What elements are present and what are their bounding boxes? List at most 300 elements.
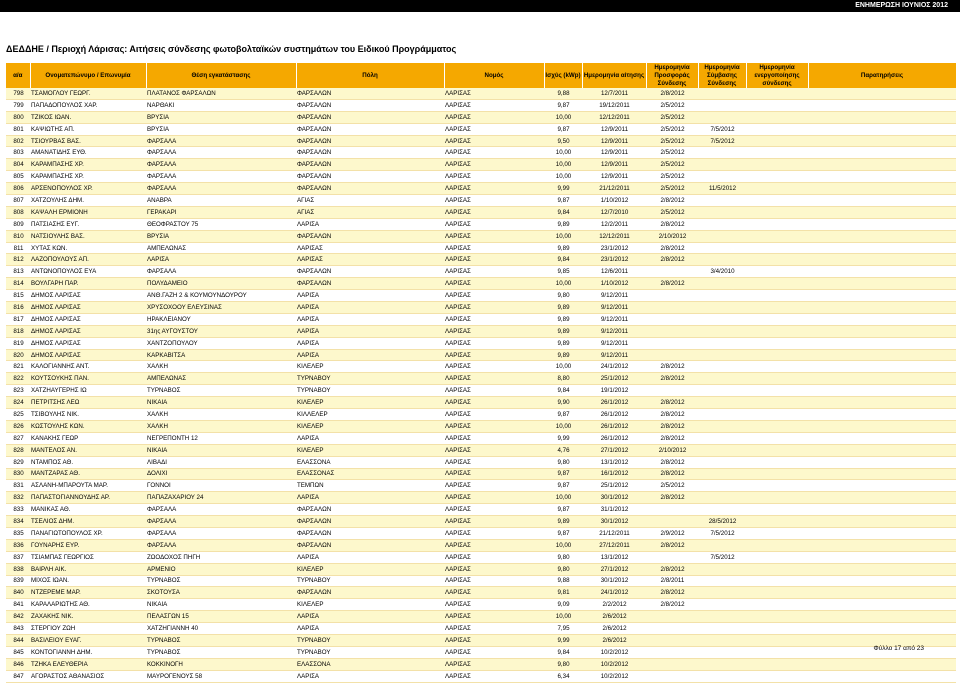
table-cell: ΛΑΡΙΣΑΣ: [444, 623, 544, 635]
table-cell: ΕΛΑΣΣΟΝΑ: [296, 658, 444, 670]
table-cell: [646, 313, 698, 325]
table-cell: 27/1/2012: [582, 563, 646, 575]
table-cell: [746, 123, 808, 135]
table-row: [6, 218, 956, 230]
table-row: [6, 99, 956, 111]
table-cell: [746, 420, 808, 432]
page-number: Φύλλο 17 από 23: [873, 645, 924, 652]
table-cell: [808, 183, 956, 195]
table-cell: [698, 420, 746, 432]
table-cell: [808, 159, 956, 171]
table-cell: [746, 206, 808, 218]
table-body: [6, 88, 956, 682]
table-cell: 2/8/2012: [646, 468, 698, 480]
table-cell: 2/6/2012: [582, 611, 646, 623]
table-cell: 802: [6, 135, 30, 147]
table-cell: 4,76: [544, 444, 582, 456]
table-cell: [646, 337, 698, 349]
table-cell: ΛΑΡΙΣΑΣ: [444, 658, 544, 670]
table-cell: 2/5/2012: [646, 99, 698, 111]
table-cell: ΒΑΙΡΛΗ ΑΙΚ.: [30, 563, 146, 575]
table-cell: ΗΡΑΚΛΕΙΑΝΟΥ: [146, 313, 296, 325]
table-cell: ΧΑΤΖΟΥΛΗΣ ΔΗΜ.: [30, 195, 146, 207]
table-cell: 10,00: [544, 111, 582, 123]
table-cell: [698, 456, 746, 468]
table-cell: ΕΛΑΣΣΟΝΑΣ: [296, 468, 444, 480]
table-cell: ΝΑΤΣΙΟΥΛΗΣ ΒΑΣ.: [30, 230, 146, 242]
column-header: α/α: [6, 63, 30, 88]
table-cell: ΛΑΡΙΣΑ: [296, 302, 444, 314]
table-cell: ΠΟΛΥΔΑΜΕΙΟ: [146, 278, 296, 290]
table-cell: [698, 599, 746, 611]
table-cell: [746, 290, 808, 302]
table-cell: 10,00: [544, 278, 582, 290]
table-cell: [746, 634, 808, 646]
table-cell: 30/1/2012: [582, 492, 646, 504]
table-cell: ΔΗΜΟΣ ΛΑΡΙΣΑΣ: [30, 313, 146, 325]
table-cell: 26/1/2012: [582, 397, 646, 409]
table-cell: ΛΑΡΙΣΑΣ: [444, 575, 544, 587]
table-cell: [698, 349, 746, 361]
table-cell: [746, 230, 808, 242]
table-cell: [698, 432, 746, 444]
table-cell: 2/5/2012: [646, 111, 698, 123]
table-cell: ΧΡΥΣΟΧΟΟΥ ΕΛΕΥΣΙΝΑΣ: [146, 302, 296, 314]
table-cell: 2/2/2012: [582, 599, 646, 611]
table-cell: ΚΙΛΕΛΕΡ: [296, 397, 444, 409]
table-row: [6, 337, 956, 349]
table-row: [6, 230, 956, 242]
table-cell: ΚΑΡΑΛΑΡΙΩΤΗΣ ΑΘ.: [30, 599, 146, 611]
table-row: [6, 135, 956, 147]
table-cell: ΖΑΧΑΚΗΣ ΝΙΚ.: [30, 611, 146, 623]
table-cell: [808, 171, 956, 183]
table-cell: 10,00: [544, 230, 582, 242]
table-cell: 9,81: [544, 587, 582, 599]
table-cell: [698, 623, 746, 635]
table-cell: 10,00: [544, 171, 582, 183]
table-cell: ΛΑΡΙΣΑΣ: [444, 385, 544, 397]
table-cell: [698, 634, 746, 646]
table-cell: [808, 575, 956, 587]
table-cell: [808, 123, 956, 135]
table-cell: 828: [6, 444, 30, 456]
table-cell: ΛΑΡΙΣΑΣ: [444, 325, 544, 337]
table-cell: [698, 99, 746, 111]
table-cell: 12/2/2011: [582, 218, 646, 230]
table-cell: 9/12/2011: [582, 313, 646, 325]
table-cell: [698, 611, 746, 623]
table-cell: ΔΗΜΟΣ ΛΑΡΙΣΑΣ: [30, 302, 146, 314]
table-cell: ΤΥΡΝΑΒΟΥ: [296, 575, 444, 587]
table-row: [6, 480, 956, 492]
table-cell: [698, 242, 746, 254]
table-cell: 847: [6, 670, 30, 682]
table-cell: ΛΑΡΙΣΑ: [296, 492, 444, 504]
table-cell: 12/7/2011: [582, 88, 646, 99]
table-cell: [746, 302, 808, 314]
table-cell: ΓΕΡΑΚΑΡΙ: [146, 206, 296, 218]
table-cell: ΚΟΥΤΣΟΥΚΗΣ ΠΑΝ.: [30, 373, 146, 385]
table-cell: 2/5/2012: [646, 123, 698, 135]
table-cell: ΦΑΡΣΑΛΑ: [146, 147, 296, 159]
table-cell: ΚΙΛΕΛΕΡ: [296, 361, 444, 373]
table-cell: 9,99: [544, 183, 582, 195]
table-cell: 2/8/2012: [646, 397, 698, 409]
table-cell: [698, 254, 746, 266]
table-cell: ΤΖΗΚΑ ΕΛΕΥΘΕΡΙΑ: [30, 658, 146, 670]
table-cell: 831: [6, 480, 30, 492]
table-row: [6, 242, 956, 254]
table-cell: [746, 432, 808, 444]
table-cell: ΦΑΡΣΑΛΑ: [146, 539, 296, 551]
table-cell: [808, 206, 956, 218]
table-cell: ΛΑΡΙΣΑΣ: [444, 551, 544, 563]
table-cell: ΦΑΡΣΑΛΩΝ: [296, 99, 444, 111]
table-cell: ΚΙΛΕΛΕΡ: [296, 563, 444, 575]
table-cell: ΧΑΝΤΖΟΠΟΥΛΟΥ: [146, 337, 296, 349]
table-cell: [808, 218, 956, 230]
table-cell: 23/1/2012: [582, 242, 646, 254]
table-cell: [808, 242, 956, 254]
table-cell: 13/1/2012: [582, 551, 646, 563]
table-cell: 836: [6, 539, 30, 551]
table-cell: 2/5/2012: [646, 480, 698, 492]
table-cell: ΣΤΕΡΓΙΟΥ ΖΩΗ: [30, 623, 146, 635]
table-cell: 835: [6, 527, 30, 539]
table-cell: 823: [6, 385, 30, 397]
table-cell: ΚΑΨΙΩΤΗΣ ΑΠ.: [30, 123, 146, 135]
table-cell: ΛΑΡΙΣΑ: [146, 254, 296, 266]
table-cell: [698, 218, 746, 230]
applications-table: [6, 63, 957, 683]
table-cell: ΑΜΑΝΑΤΙΔΗΣ ΕΥΘ.: [30, 147, 146, 159]
table-cell: 9,89: [544, 516, 582, 528]
table-cell: ΤΥΡΝΑΒΟΥ: [296, 373, 444, 385]
table-cell: [746, 99, 808, 111]
table-cell: 806: [6, 183, 30, 195]
table-cell: 9/12/2011: [582, 290, 646, 302]
table-cell: ΛΑΡΙΣΑΣ: [444, 230, 544, 242]
table-cell: [698, 409, 746, 421]
table-cell: ΛΑΡΙΣΑΣ: [444, 135, 544, 147]
table-cell: 844: [6, 634, 30, 646]
table-cell: 9,99: [544, 432, 582, 444]
table-cell: 820: [6, 349, 30, 361]
table-cell: 2/8/2012: [646, 361, 698, 373]
table-cell: ΒΡΥΣΙΑ: [146, 230, 296, 242]
table-cell: ΛΑΡΙΣΑΣ: [444, 456, 544, 468]
table-cell: 10,00: [544, 420, 582, 432]
table-cell: ΦΑΡΣΑΛΑ: [146, 516, 296, 528]
table-cell: ΔΗΜΟΣ ΛΑΡΙΣΑΣ: [30, 337, 146, 349]
table-cell: ΛΑΡΙΣΑ: [296, 337, 444, 349]
table-cell: 1/10/2012: [582, 278, 646, 290]
table-cell: 7,95: [544, 623, 582, 635]
table-cell: ΤΣΙΟΥΡΒΑΣ ΒΑΣ.: [30, 135, 146, 147]
table-cell: ΚΑΡΚΑΒΙΤΣΑ: [146, 349, 296, 361]
table-cell: 9,88: [544, 88, 582, 99]
table-row: [6, 670, 956, 682]
table-cell: ΛΑΡΙΣΑΣ: [444, 88, 544, 99]
table-cell: ΒΟΥΛΓΑΡΗ ΠΑΡ.: [30, 278, 146, 290]
table-cell: 10,00: [544, 539, 582, 551]
table-cell: ΦΑΡΣΑΛΩΝ: [296, 504, 444, 516]
table-cell: [808, 373, 956, 385]
table-cell: 2/10/2012: [646, 230, 698, 242]
table-cell: ΛΑΡΙΣΑΣ: [444, 302, 544, 314]
table-cell: ΑΜΠΕΛΩΝΑΣ: [146, 242, 296, 254]
table-cell: [808, 385, 956, 397]
table-cell: 841: [6, 599, 30, 611]
table-cell: 27/1/2012: [582, 444, 646, 456]
table-cell: ΚΟΝΤΟΓΙΑΝΝΗ ΔΗΜ.: [30, 646, 146, 658]
table-cell: 2/10/2012: [646, 444, 698, 456]
table-cell: [698, 290, 746, 302]
table-cell: ΧΑΤΖΗΓΙΑΝΝΗ 40: [146, 623, 296, 635]
table-cell: 2/8/2012: [646, 492, 698, 504]
table-cell: 9,87: [544, 480, 582, 492]
table-row: [6, 539, 956, 551]
table-cell: ΛΑΡΙΣΑΣ: [444, 444, 544, 456]
table-row: [6, 385, 956, 397]
table-cell: [746, 397, 808, 409]
table-cell: [646, 266, 698, 278]
table-row: [6, 504, 956, 516]
table-cell: ΒΡΥΣΙΑ: [146, 111, 296, 123]
table-row: [6, 266, 956, 278]
table-cell: 10,00: [544, 492, 582, 504]
table-cell: ΦΑΡΣΑΛΩΝ: [296, 527, 444, 539]
table-row: [6, 254, 956, 266]
table-cell: [808, 504, 956, 516]
table-cell: [746, 278, 808, 290]
table-cell: ΑΓΙΑΣ: [296, 206, 444, 218]
table-row: [6, 623, 956, 635]
table-cell: [746, 599, 808, 611]
table-cell: [808, 195, 956, 207]
table-cell: ΤΥΡΝΑΒΟΣ: [146, 646, 296, 658]
table-cell: 31ης ΑΥΓΟΥΣΤΟΥ: [146, 325, 296, 337]
table-cell: [646, 349, 698, 361]
table-cell: [746, 183, 808, 195]
table-cell: [698, 670, 746, 682]
table-cell: ΤΣΑΜΟΓΛΟΥ ΓΕΩΡΓ.: [30, 88, 146, 99]
table-cell: ΛΑΡΙΣΑΣ: [444, 492, 544, 504]
table-cell: ΛΑΡΙΣΑ: [296, 432, 444, 444]
table-cell: ΑΝΑΒΡΑ: [146, 195, 296, 207]
table-cell: [698, 88, 746, 99]
table-row: [6, 456, 956, 468]
table-cell: 9,99: [544, 634, 582, 646]
table-cell: ΦΑΡΣΑΛΑ: [146, 159, 296, 171]
table-cell: [646, 385, 698, 397]
table-cell: ΤΥΡΝΑΒΟΣ: [146, 634, 296, 646]
table-row: [6, 183, 956, 195]
table-cell: 845: [6, 646, 30, 658]
table-cell: 812: [6, 254, 30, 266]
table-cell: [746, 313, 808, 325]
table-cell: ΜΑΝΤΕΛΟΣ ΑΝ.: [30, 444, 146, 456]
table-cell: ΦΑΡΣΑΛΑ: [146, 266, 296, 278]
table-cell: ΤΕΜΠΩΝ: [296, 480, 444, 492]
table-cell: ΛΑΡΙΣΑΣ: [444, 587, 544, 599]
table-cell: ΤΖΙΚΟΣ ΙΩΑΝ.: [30, 111, 146, 123]
table-row: [6, 290, 956, 302]
table-cell: [646, 516, 698, 528]
table-cell: 31/1/2012: [582, 504, 646, 516]
table-row: [6, 397, 956, 409]
table-cell: [808, 563, 956, 575]
table-cell: 30/1/2012: [582, 575, 646, 587]
table-cell: 809: [6, 218, 30, 230]
table-cell: [698, 206, 746, 218]
table-cell: [646, 658, 698, 670]
table-cell: ΤΥΡΝΑΒΟΥ: [296, 385, 444, 397]
table-cell: ΛΑΡΙΣΑΣ: [444, 254, 544, 266]
table-row: [6, 313, 956, 325]
table-cell: [808, 623, 956, 635]
table-cell: ΛΑΡΙΣΑ: [296, 349, 444, 361]
table-cell: ΦΑΡΣΑΛΩΝ: [296, 147, 444, 159]
table-cell: [746, 611, 808, 623]
column-header: Ονοματεπώνυμο / Επωνυμία: [30, 63, 146, 88]
table-cell: 9,87: [544, 527, 582, 539]
table-cell: ΛΑΡΙΣΑΣ: [444, 218, 544, 230]
table-cell: [808, 480, 956, 492]
table-cell: 2/5/2012: [646, 171, 698, 183]
table-cell: ΛΑΡΙΣΑ: [296, 290, 444, 302]
table-row: [6, 587, 956, 599]
table-cell: 12/9/2011: [582, 171, 646, 183]
table-cell: [746, 444, 808, 456]
table-cell: 12/9/2011: [582, 159, 646, 171]
table-cell: 26/1/2012: [582, 420, 646, 432]
table-cell: 9,84: [544, 646, 582, 658]
table-cell: 9,87: [544, 468, 582, 480]
table-cell: ΛΑΡΙΣΑΣ: [444, 373, 544, 385]
table-cell: [746, 646, 808, 658]
table-cell: ΝΤΑΜΠΟΣ ΑΘ.: [30, 456, 146, 468]
table-cell: ΛΑΡΙΣΑΣ: [444, 432, 544, 444]
table-cell: ΤΣΙΑΜΠΑΣ ΓΕΩΡΓΙΟΣ: [30, 551, 146, 563]
table-cell: 2/8/2012: [646, 409, 698, 421]
table-cell: 9,80: [544, 658, 582, 670]
table-cell: [808, 290, 956, 302]
table-cell: ΧΑΛΚΗ: [146, 409, 296, 421]
column-header: Νομός: [444, 63, 544, 88]
table-cell: ΛΑΡΙΣΑ: [296, 325, 444, 337]
table-cell: [698, 171, 746, 183]
table-cell: 842: [6, 611, 30, 623]
table-cell: 2/6/2012: [582, 623, 646, 635]
table-cell: ΛΑΡΙΣΑΣ: [444, 670, 544, 682]
table-cell: ΦΑΡΣΑΛΩΝ: [296, 123, 444, 135]
table-cell: ΦΑΡΣΑΛΩΝ: [296, 88, 444, 99]
table-cell: ΠΑΝΑΓΙΩΤΟΠΟΥΛΟΣ ΧΡ.: [30, 527, 146, 539]
table-cell: 24/1/2012: [582, 587, 646, 599]
table-cell: 12/6/2011: [582, 266, 646, 278]
table-cell: 2/8/2012: [646, 88, 698, 99]
table-cell: 2/8/2012: [646, 278, 698, 290]
table-cell: 2/8/2012: [646, 254, 698, 266]
table-cell: 7/5/2012: [698, 123, 746, 135]
table-cell: ΦΑΡΣΑΛΑ: [146, 171, 296, 183]
table-cell: [746, 218, 808, 230]
table-cell: ΤΣΕΛΙΟΣ ΔΗΜ.: [30, 516, 146, 528]
column-header: Ημερομηνία αίτησης: [582, 63, 646, 88]
table-cell: 9,89: [544, 313, 582, 325]
table-cell: ΘΕΟΦΡΑΣΤΟΥ 75: [146, 218, 296, 230]
table-cell: [808, 254, 956, 266]
table-cell: [746, 409, 808, 421]
table-cell: ΛΑΡΙΣΑΣ: [444, 278, 544, 290]
table-cell: ΦΑΡΣΑΛΩΝ: [296, 171, 444, 183]
table-row: [6, 206, 956, 218]
table-row: [6, 171, 956, 183]
table-cell: ΛΑΡΙΣΑΣ: [444, 397, 544, 409]
table-cell: [746, 456, 808, 468]
table-row: [6, 444, 956, 456]
table-cell: [746, 111, 808, 123]
header-row: [6, 63, 956, 88]
table-cell: 825: [6, 409, 30, 421]
table-cell: ΝΙΚΑΙΑ: [146, 599, 296, 611]
table-cell: [808, 147, 956, 159]
table-cell: 9,80: [544, 456, 582, 468]
table-cell: [698, 278, 746, 290]
table-cell: ΛΑΡΙΣΑ: [296, 551, 444, 563]
table-cell: [646, 551, 698, 563]
table-cell: 840: [6, 587, 30, 599]
table-cell: [746, 385, 808, 397]
table-cell: ΤΥΡΝΑΒΟΥ: [296, 634, 444, 646]
table-row: [6, 634, 956, 646]
table-cell: [698, 480, 746, 492]
table-cell: [808, 302, 956, 314]
table-cell: 23/1/2012: [582, 254, 646, 266]
table-cell: [808, 444, 956, 456]
table-cell: ΛΑΡΙΣΑΣ: [444, 242, 544, 254]
table-row: [6, 278, 956, 290]
column-header: Ημερομηνία Προσφοράς Σύνδεσης: [646, 63, 698, 88]
table-cell: ΛΑΡΙΣΑΣ: [296, 242, 444, 254]
table-cell: 9,87: [544, 195, 582, 207]
table-row: [6, 575, 956, 587]
table-cell: ΛΑΖΟΠΟΥΛΟΥΣ ΑΠ.: [30, 254, 146, 266]
table-cell: [746, 88, 808, 99]
table-row: [6, 302, 956, 314]
table-cell: ΒΑΣΙΛΕΙΟΥ ΕΥΑΓ.: [30, 634, 146, 646]
table-cell: ΤΣΙΒΟΥΛΗΣ ΝΙΚ.: [30, 409, 146, 421]
table-cell: 818: [6, 325, 30, 337]
table-cell: 815: [6, 290, 30, 302]
table-cell: [808, 397, 956, 409]
table-cell: 2/8/2012: [646, 563, 698, 575]
table-cell: 805: [6, 171, 30, 183]
table-cell: [808, 230, 956, 242]
table-cell: ΧΑΛΚΗ: [146, 361, 296, 373]
table-cell: ΤΥΡΝΑΒΟΣ: [146, 575, 296, 587]
table-cell: ΛΑΡΙΣΑΣ: [444, 527, 544, 539]
table-cell: 810: [6, 230, 30, 242]
table-cell: ΝΤΖΕΡΕΜΕ ΜΑΡ.: [30, 587, 146, 599]
table-cell: [698, 302, 746, 314]
table-cell: ΚΙΛΕΛΕΡ: [296, 444, 444, 456]
table-cell: 8,80: [544, 373, 582, 385]
table-row: [6, 349, 956, 361]
table-cell: 6,34: [544, 670, 582, 682]
